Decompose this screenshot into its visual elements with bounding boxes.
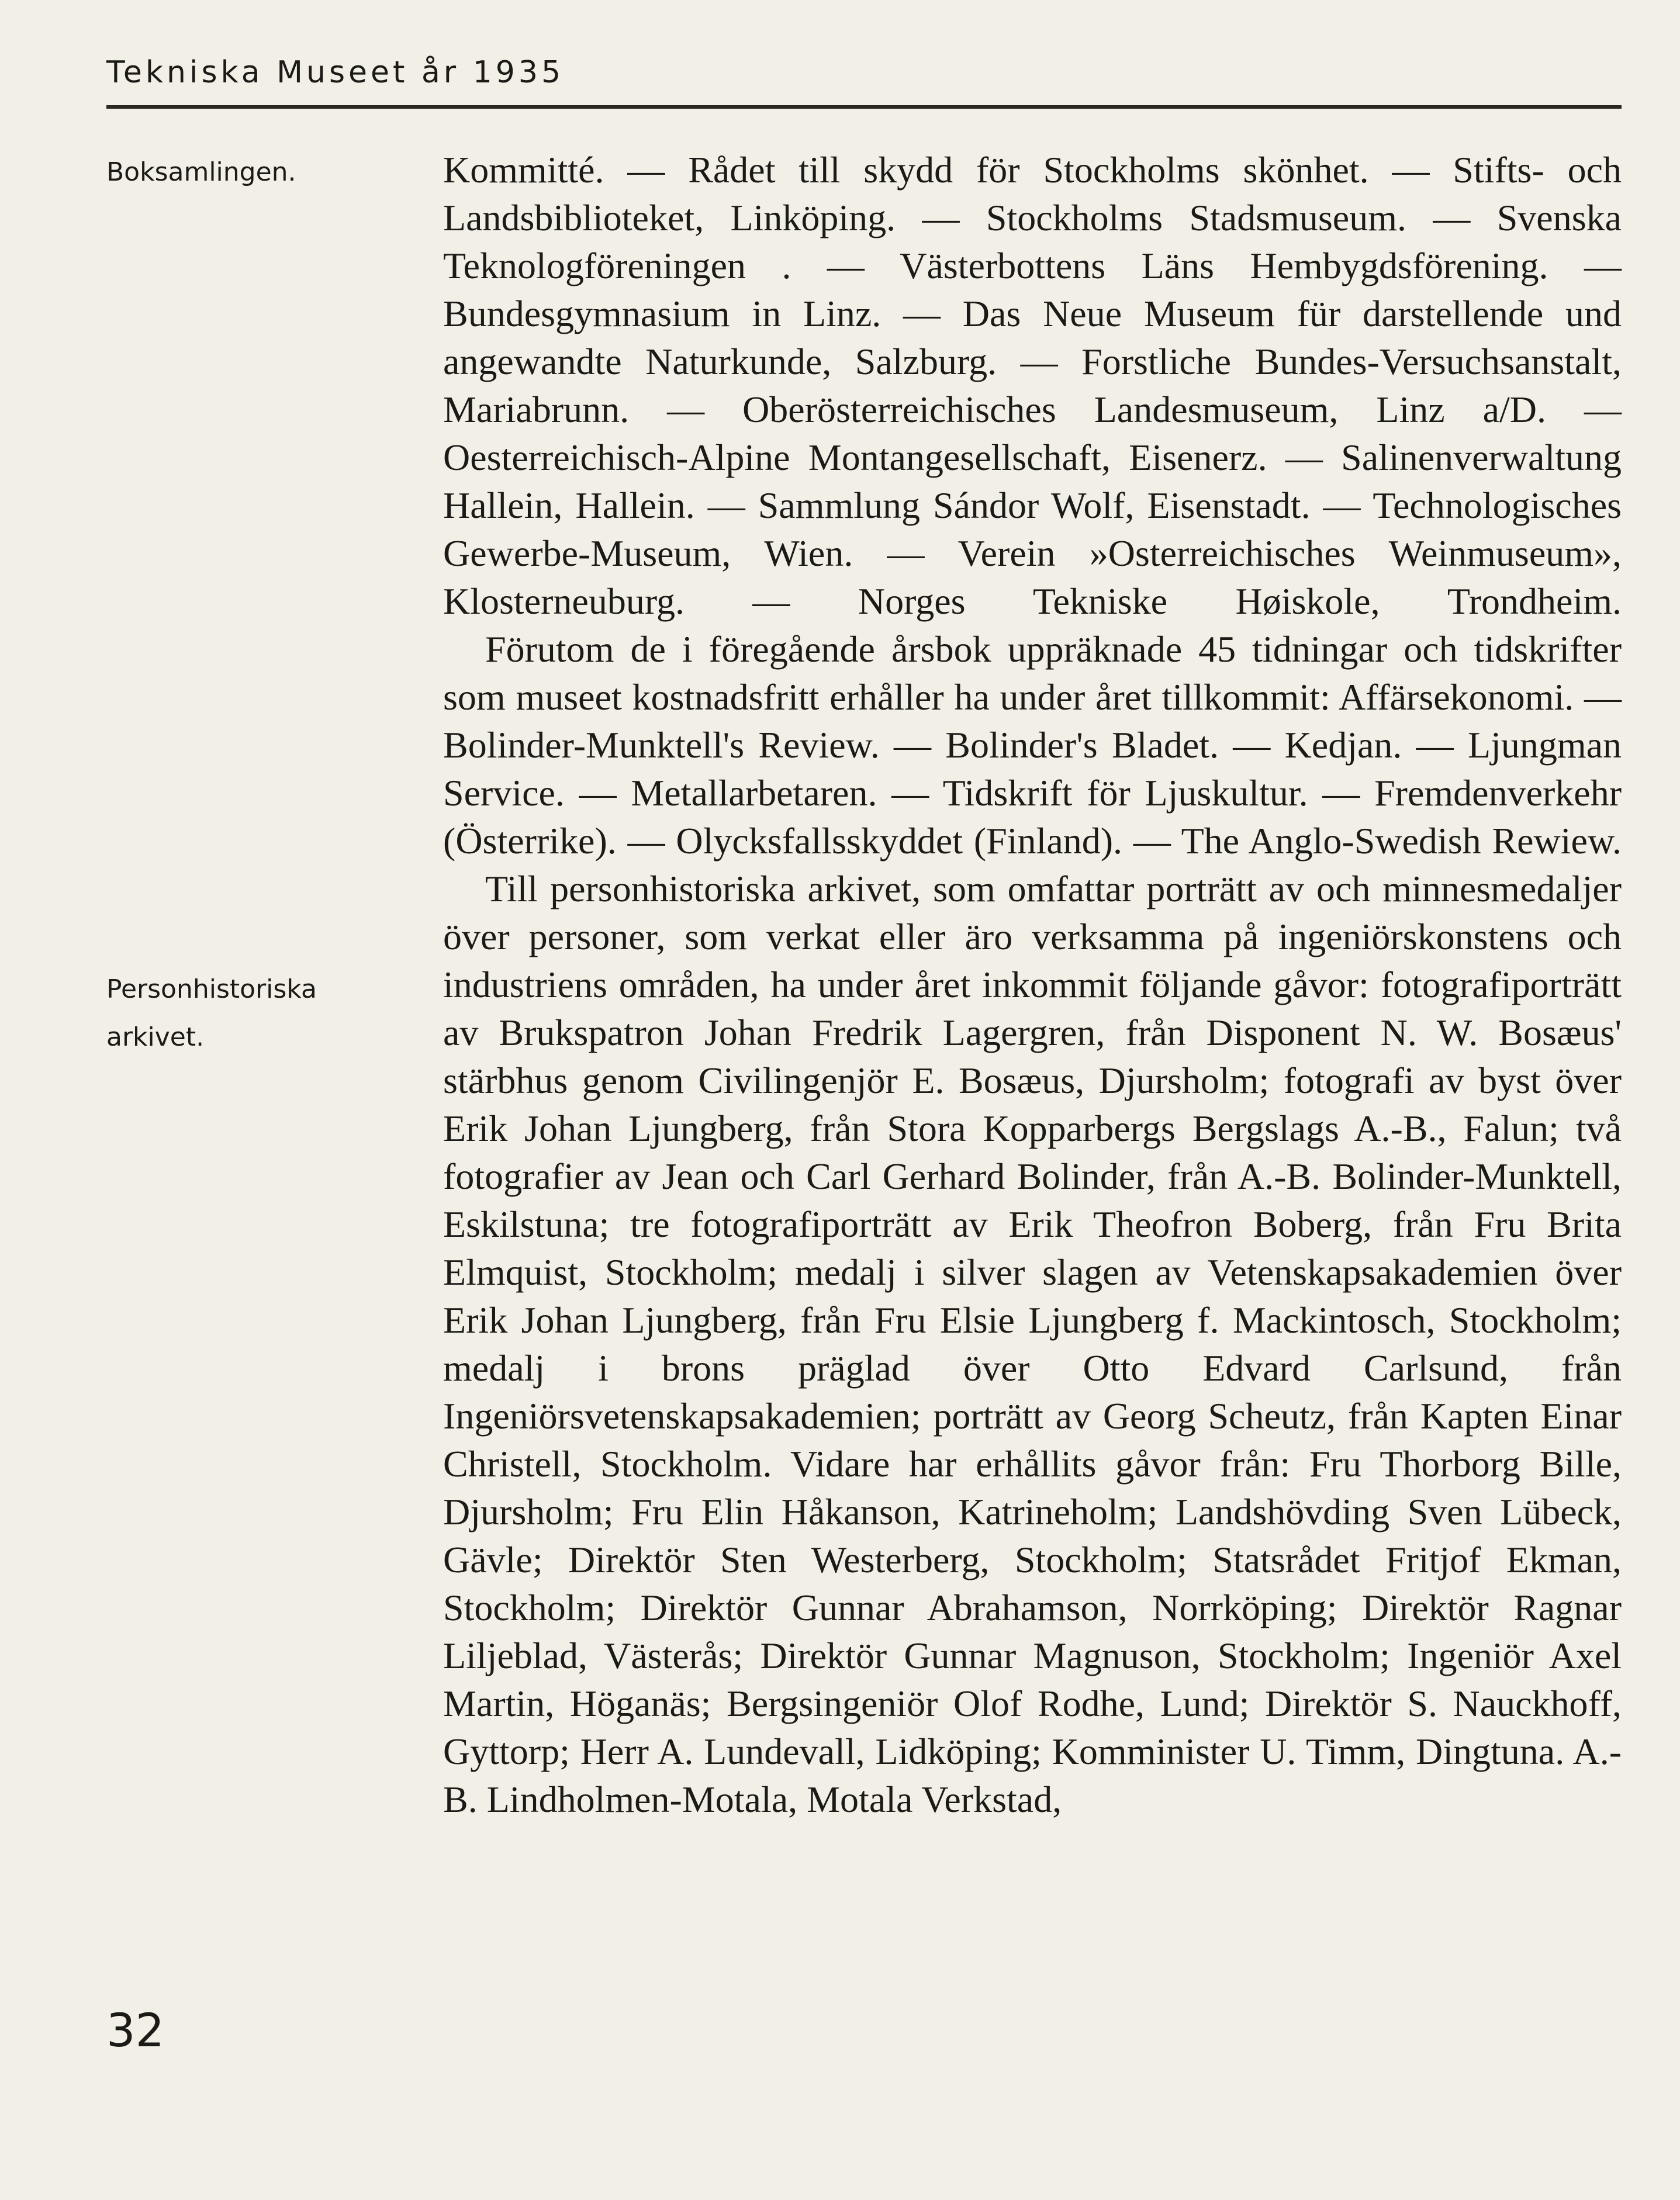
paragraph-exchange-list: Kommitté. — Rådet till skydd för Stockholms skönhet. — Stifts- och Landsbiblioteket, Linköping. — Stockholms Stadsmuseum. — Svenska Teknologföreningen . — Västerbottens Läns Hembygdsförening. — Bundesgymnasium in Linz. — Das Neue Museum für darstellende und angewandte Naturkunde, Salzburg. — Forstliche Bundes-Versuchsanstalt, Mariabrunn. — Oberösterreichisches Landesmuseum, Linz a/D. — Oesterreichisch-Alpine Montangesellschaft, Eisenerz. — Salinenverwaltung Hallein, Hallein. — Sammlung Sándor Wolf, Eisenstadt. — Technologisches Gewerbe-Museum, Wien. — Verein »Osterreichisches Weinmuseum», Klosterneuburg. — Norges Tekniske Høiskole, Trondheim. bbox=[443, 149, 1622, 622]
page-number: 32 bbox=[106, 2005, 165, 2057]
paragraph-personhistoriska: Till personhistoriska arkivet, som omfattar porträtt av och minnesmedaljer över personer, som verkat eller äro verksamma på ingeniörskonstens och industriens områden, ha under året inkommit följande gåvor: fotografiporträtt av Brukspatron Johan Fredrik Lagergren, från Disponent N. W. Bosæus' stärbhus genom Civilingenjör E. Bosæus, Djursholm; fotografi av byst över Erik Johan Ljungberg, från Stora Kopparbergs Bergslags A.-B., Falun; två fotografier av Jean och Carl Gerhard Bolinder, från A.-B. Bolinder-Munktell, Eskilstuna; tre fotografiporträtt av Erik Theofron Boberg, från Fru Brita Elmquist, Stockholm; medalj i silver slagen av Vetenskapsakademien över Erik Johan Ljungberg, från Fru Elsie Ljungberg f. Mackintosch, Stockholm; medalj i brons präglad över Otto Edvard Carlsund, från Ingeniörsvetenskapsakademien; porträtt av Georg Scheutz, från Kapten Einar Christell, Stockholm. Vidare har erhållits gåvor från: Fru Thorborg Bille, Djursholm; Fru Elin Håkanson, Katrineholm; Landshövding Sven Lübeck, Gävle; Direktör Sten Westerberg, Stockholm; Statsrådet Fritjof Ekman, Stockholm; Direktör Gunnar Abrahamson, Norrköping; Direktör Ragnar Liljeblad, Västerås; Direktör Gunnar Magnuson, Stockholm; Ingeniör Axel Martin, Höganäs; Bergsingeniör Olof Rodhe, Lund; Direktör S. Nauckhoff, Gyttorp; Herr A. Lundevall, Lidköping; Komminister U. Timm, Dingtuna. A.-B. Lindholmen-Motala, Motala Verkstad, bbox=[443, 868, 1622, 1820]
paragraph-periodicals: Förutom de i föregående årsbok uppräknade 45 tidningar och tidskrifter som museet kostnadsfritt erhåller ha under året tillkommit: Affärsekonomi. — Bolinder-Munktell's Review. — Bolinder's Bladet. — Kedjan. — Ljungman Service. — Metallarbetaren. — Tidskrift för Ljuskultur. — Fremdenverkehr (Österrike). — Olycksfallsskyddet (Finland). — The Anglo-Swedish Rewiew. bbox=[443, 628, 1622, 862]
body-text bbox=[443, 146, 1622, 1824]
margin-note-boksamlingen: Boksamlingen. bbox=[106, 157, 296, 187]
margin-note-personhistoriska: Personhistoriska arkivet. bbox=[106, 974, 317, 1052]
header-rule bbox=[106, 105, 1622, 109]
running-head: Tekniska Museet år 1935 bbox=[106, 55, 565, 90]
